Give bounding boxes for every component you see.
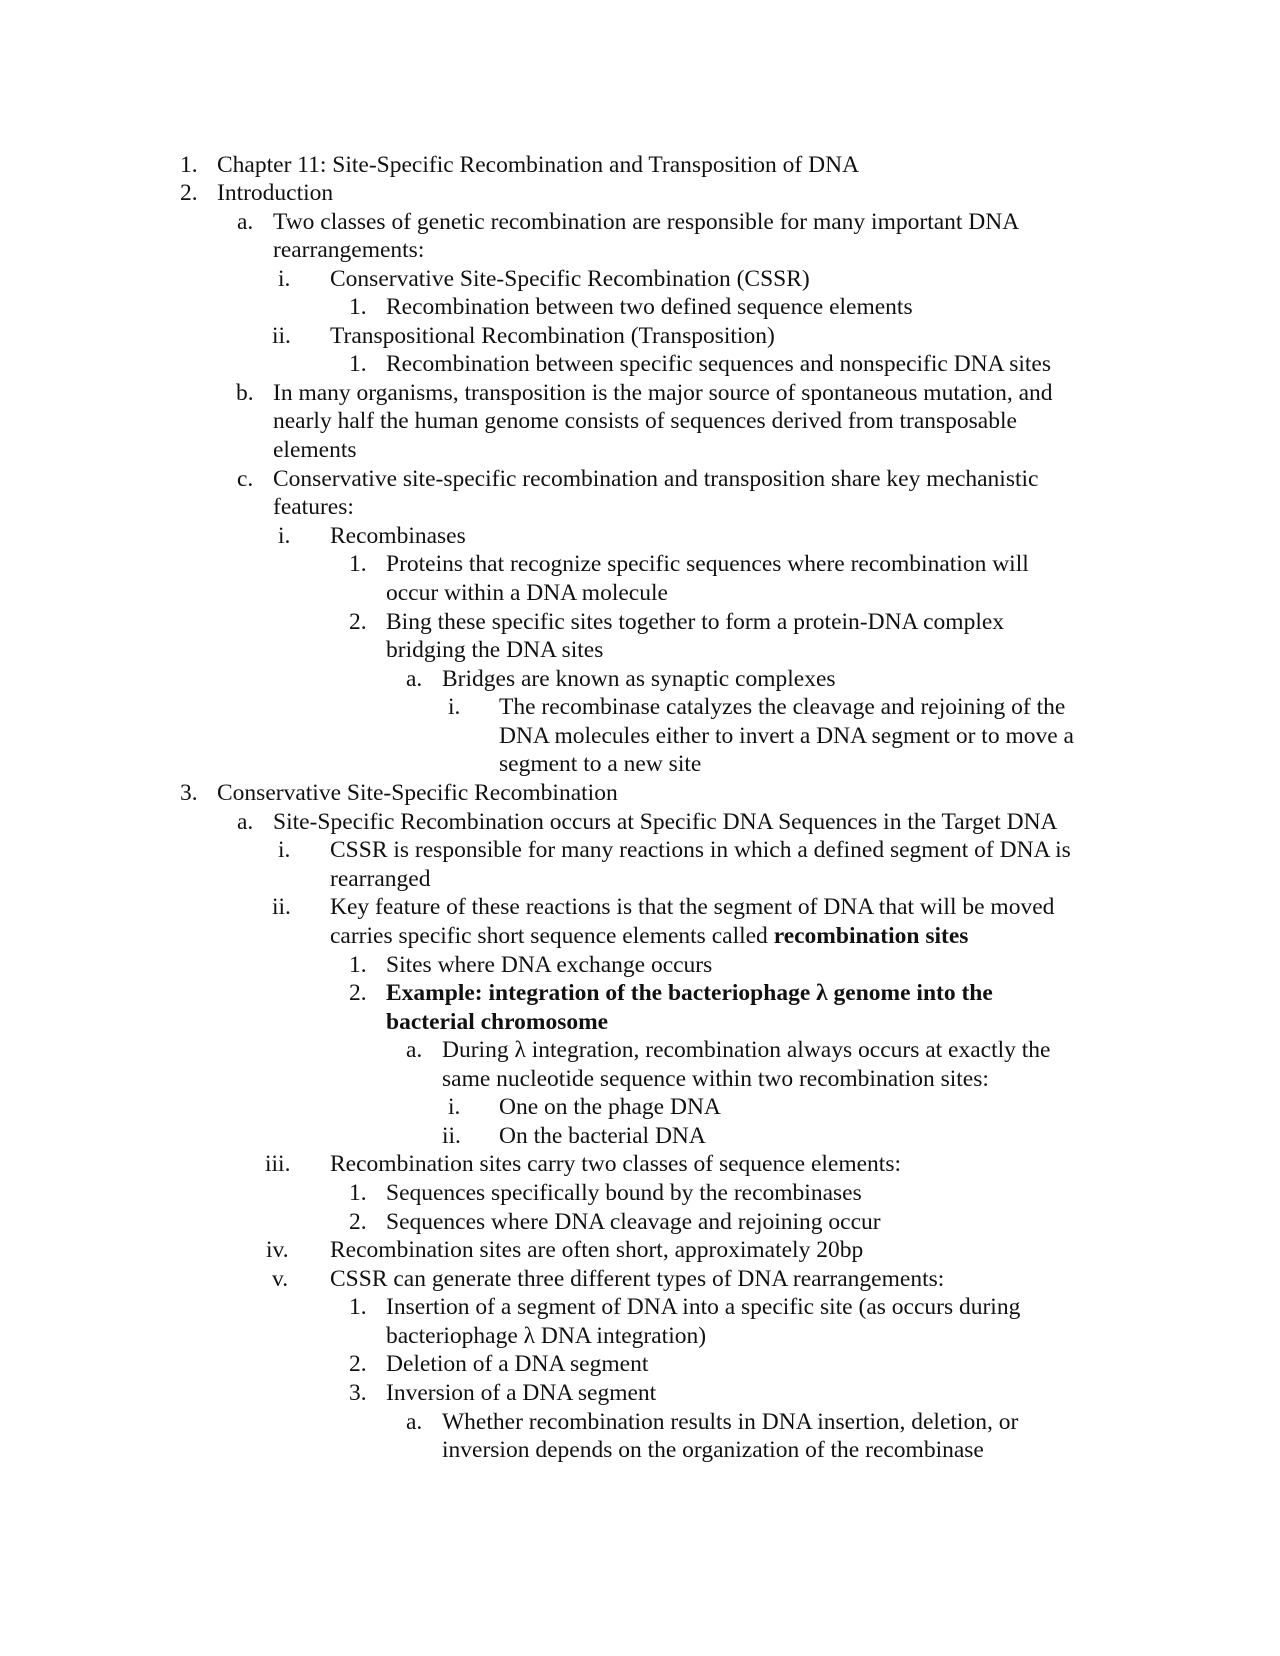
item-text: Conservative Site-Specific Recombination (CSSR)	[330, 266, 810, 292]
item-text: inversion depends on the organization of the recombinase	[442, 1437, 984, 1463]
item-text: CSSR can generate three different types of DNA rearrangements:	[330, 1266, 945, 1292]
item-text: Conservative site-specific recombination and transposition share key mechanistic	[273, 466, 1039, 492]
item-number: 1.	[349, 1294, 367, 1320]
item-roman: iii.	[265, 1151, 291, 1177]
item-text: bridging the DNA sites	[386, 637, 604, 663]
item-text: The recombinase catalyzes the cleavage and rejoining of the	[499, 694, 1066, 720]
item-text: CSSR is responsible for many reactions in which a defined segment of DNA is	[330, 837, 1071, 863]
item-letter: a.	[237, 209, 254, 235]
item-text: Deletion of a DNA segment	[386, 1351, 649, 1377]
item-text: One on the phage DNA	[499, 1094, 721, 1120]
item-text: same nucleotide sequence within two recombination sites:	[442, 1066, 989, 1092]
item-number: 2.	[349, 1351, 367, 1377]
item-roman: i.	[278, 837, 291, 863]
section-heading: Conservative Site-Specific Recombination	[217, 780, 618, 806]
item-number: 2.	[349, 980, 367, 1006]
item-text: DNA molecules either to invert a DNA segment or to move a	[499, 723, 1074, 749]
item-text: Recombinases	[330, 523, 466, 549]
item-text: Transpositional Recombination (Transposition)	[330, 323, 775, 349]
item-roman: ii.	[272, 894, 291, 920]
item-number: 1.	[349, 952, 367, 978]
item-number: 1.	[349, 551, 367, 577]
term-emphasis: recombination sites	[773, 923, 969, 949]
item-roman: v.	[272, 1266, 289, 1292]
chapter-title: Chapter 11: Site-Specific Recombination and Transposition of DNA	[217, 152, 860, 178]
item-text: During λ integration, recombination always occurs at exactly the	[442, 1037, 1051, 1063]
item-number: 1.	[349, 1180, 367, 1206]
item-text: Whether recombination results in DNA insertion, deletion, or	[442, 1409, 1019, 1435]
item-text: In many organisms, transposition is the major source of spontaneous mutation, and	[273, 380, 1053, 406]
example-heading: Example: integration of the bacteriophage λ genome into the	[386, 980, 993, 1006]
item-text: rearrangements:	[273, 237, 425, 263]
item-text: Proteins that recognize specific sequences where recombination will	[386, 551, 1029, 577]
item-letter: a.	[406, 1037, 423, 1063]
item-text: Insertion of a segment of DNA into a specific site (as occurs during	[386, 1294, 1021, 1320]
item-number: 1.	[349, 351, 367, 377]
item-text: elements	[273, 437, 357, 463]
item-text: rearranged	[330, 866, 431, 892]
item-text: Two classes of genetic recombination are responsible for many important DNA	[273, 209, 1020, 235]
item-roman: i.	[448, 694, 461, 720]
item-text: Sequences specifically bound by the recombinases	[386, 1180, 862, 1206]
item-number: 2.	[180, 180, 198, 206]
item-number: 1.	[180, 152, 198, 178]
item-text: bacteriophage λ DNA integration)	[386, 1323, 707, 1349]
item-letter: b.	[236, 380, 254, 406]
section-heading: Introduction	[217, 180, 334, 206]
item-letter: a.	[406, 1409, 423, 1435]
item-roman: ii.	[272, 323, 291, 349]
item-text: Recombination between specific sequences and nonspecific DNA sites	[386, 351, 1051, 377]
item-roman: ii.	[442, 1123, 461, 1149]
item-text: Site-Specific Recombination occurs at Specific DNA Sequences in the Target DNA	[273, 809, 1058, 835]
item-text: nearly half the human genome consists of sequences derived from transposable	[273, 408, 1017, 434]
item-roman: i.	[278, 266, 291, 292]
example-heading: bacterial chromosome	[386, 1009, 609, 1035]
item-text: carries specific short sequence elements called	[330, 923, 774, 949]
item-text: Key feature of these reactions is that the segment of DNA that will be moved	[330, 894, 1055, 920]
item-text: features:	[273, 494, 354, 520]
item-text: Sites where DNA exchange occurs	[386, 952, 713, 978]
item-text: Sequences where DNA cleavage and rejoining occur	[386, 1209, 881, 1235]
item-number: 2.	[349, 1209, 367, 1235]
item-letter: c.	[237, 466, 254, 492]
item-text: Recombination sites carry two classes of sequence elements:	[330, 1151, 901, 1177]
item-text-mixed	[330, 922, 968, 950]
item-text: Bridges are known as synaptic complexes	[442, 666, 836, 692]
item-number: 2.	[349, 609, 367, 635]
item-letter: a.	[406, 666, 423, 692]
item-text: Bing these specific sites together to form a protein-DNA complex	[386, 609, 1005, 635]
item-text: occur within a DNA molecule	[386, 580, 668, 606]
item-text: Inversion of a DNA segment	[386, 1380, 657, 1406]
item-roman: iv.	[266, 1237, 289, 1263]
item-roman: i.	[278, 523, 291, 549]
item-text: Recombination sites are often short, approximately 20bp	[330, 1237, 864, 1263]
item-roman: i.	[448, 1094, 461, 1120]
item-number: 1.	[349, 294, 367, 320]
item-number: 3.	[180, 780, 198, 806]
item-text: Recombination between two defined sequence elements	[386, 294, 913, 320]
item-letter: a.	[237, 809, 254, 835]
item-text: segment to a new site	[499, 751, 702, 777]
item-number: 3.	[349, 1380, 367, 1406]
item-text: On the bacterial DNA	[499, 1123, 706, 1149]
